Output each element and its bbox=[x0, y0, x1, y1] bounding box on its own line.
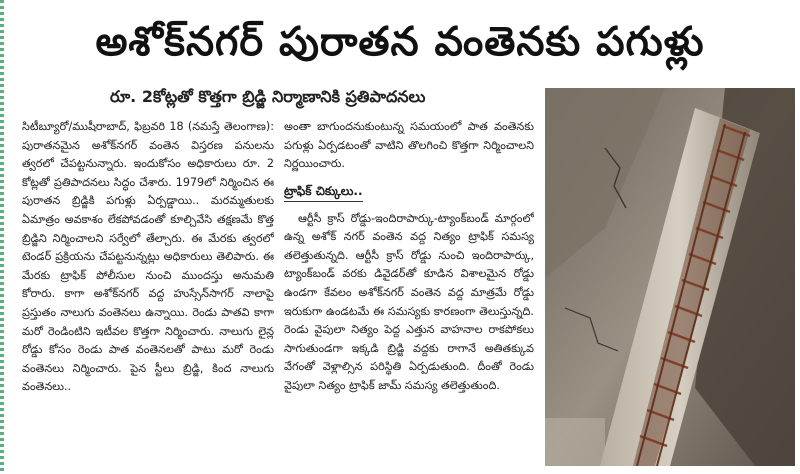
column-2-text-bottom: ఆర్టీసీ క్రాస్ రోడ్డు-ఇందిరాపార్కు-ట్యాంక్‌బండ్ మార్గంలో ఉన్న అశోక్ నగర్ వంతెన వద్ద నిత్యం ట్రాఫిక్ సమస్య తలెత్తుతున్నది. ఆర్టీసీ క్రాస్ రోడ్డు నుంచి ఇందిరాపార్కు, ట్యాంక్‌బండ్ వరకు డివైడర్‌తో కూడిన విశాలమైన రోడ్డు ఉండగా కేవలం అశోక్‌నగర్ వంతెన వద్ద మాత్రమే రోడ్డు ఇరుకుగా ఉండటమే ఈ సమస్యకు కారణంగా తెలుస్తున్నది. రెండు వైపులా నిత్యం పెద్ద ఎత్తున వాహనాల రాకపోకలు సాగుతుండగా ఇక్కడి బ్రిడ్జి వద్దకు రాగానే అతితక్కువ వేగంతో వెళ్లాల్సిన పరిస్థితి ఏర్పడుతుంది. దీంతో రెండు వైపులా నిత్యం ట్రాఫిక్ జామ్ సమస్య తలెత్తుతుంది. bbox=[284, 211, 534, 392]
bridge-photo-illustration bbox=[545, 88, 795, 466]
article-column-2 bbox=[284, 118, 534, 468]
article-column-1 bbox=[22, 118, 274, 468]
column-2-text-top: అంతా బాగుందనుకుంటున్న సమయంలో పాత వంతెనకు పగుళ్లు ఏర్పడటంతో వాటిని తొలగించి కొత్తగా నిర్మించాలని నిర్ణయించారు. bbox=[284, 120, 534, 171]
article-headline: అశోక్‌నగర్ పురాతన వంతెనకు పగుళ్లు bbox=[95, 19, 705, 65]
column-1-text: సిటీబ్యూరో/ముషీరాబాద్, ఫిబ్రవరి 18 (నమస్తే తెలంగాణ): పురాతనమైన అశోక్‌నగర్ వంతెన విస్తరణ పనులను త్వరలో చేపట్టనున్నారు. ఇందుకోసం అధికారులు రూ. 2 కోట్లతో ప్రతిపాదనలు సిద్ధం చేశారు. 1979లో నిర్మించిన ఈ పురాతన బ్రిడ్జికి పగుళ్లు ఏర్పడ్డాయి.. మరమ్మతులకు ఏమాత్రం అవకాశం లేకపోవడంతో కూల్చివేసి తక్షణమే కొత్త బ్రిడ్జిని నిర్మించాలని సర్వేలో తేల్చారు. ఈ మేరకు త్వరలో టెండర్ ప్రక్రియను చేపట్టనున్నట్లు అధికారులు తెలిపారు. ఈ మేరకు ట్రాఫిక్ పోలీసుల నుంచి ముందస్తు అనుమతి కోరారు. కాగా అశోక్‌నగర్ వద్ద హుస్సేన్‌సాగర్ నాలాపై ప్రస్తుతం నాలుగు వంతెనలు ఉన్నాయి. రెండు పాతవి కాగా మరో రెండింటిని ఇటీవల కొత్తగా నిర్మించారు. నాలుగు లైన్ల రోడ్డు కోసం రెండు పాత వంతెనలతో పాటు మరో రెండు వంతెనలు నిర్మించారు. పైన స్టీలు బ్రిడ్జి, కింద నాలుగు వంతెనలు.. bbox=[22, 120, 274, 394]
section-heading: ట్రాఫిక్ చిక్కులు.. bbox=[284, 182, 363, 202]
bridge-crack-photo bbox=[545, 88, 795, 466]
article-subheadline: రూ. 2కోట్లతో కొత్తగా బ్రిడ్జి నిర్మాణానికి ప్రతిపాదనలు bbox=[110, 87, 426, 106]
page-left-rule bbox=[0, 0, 4, 474]
